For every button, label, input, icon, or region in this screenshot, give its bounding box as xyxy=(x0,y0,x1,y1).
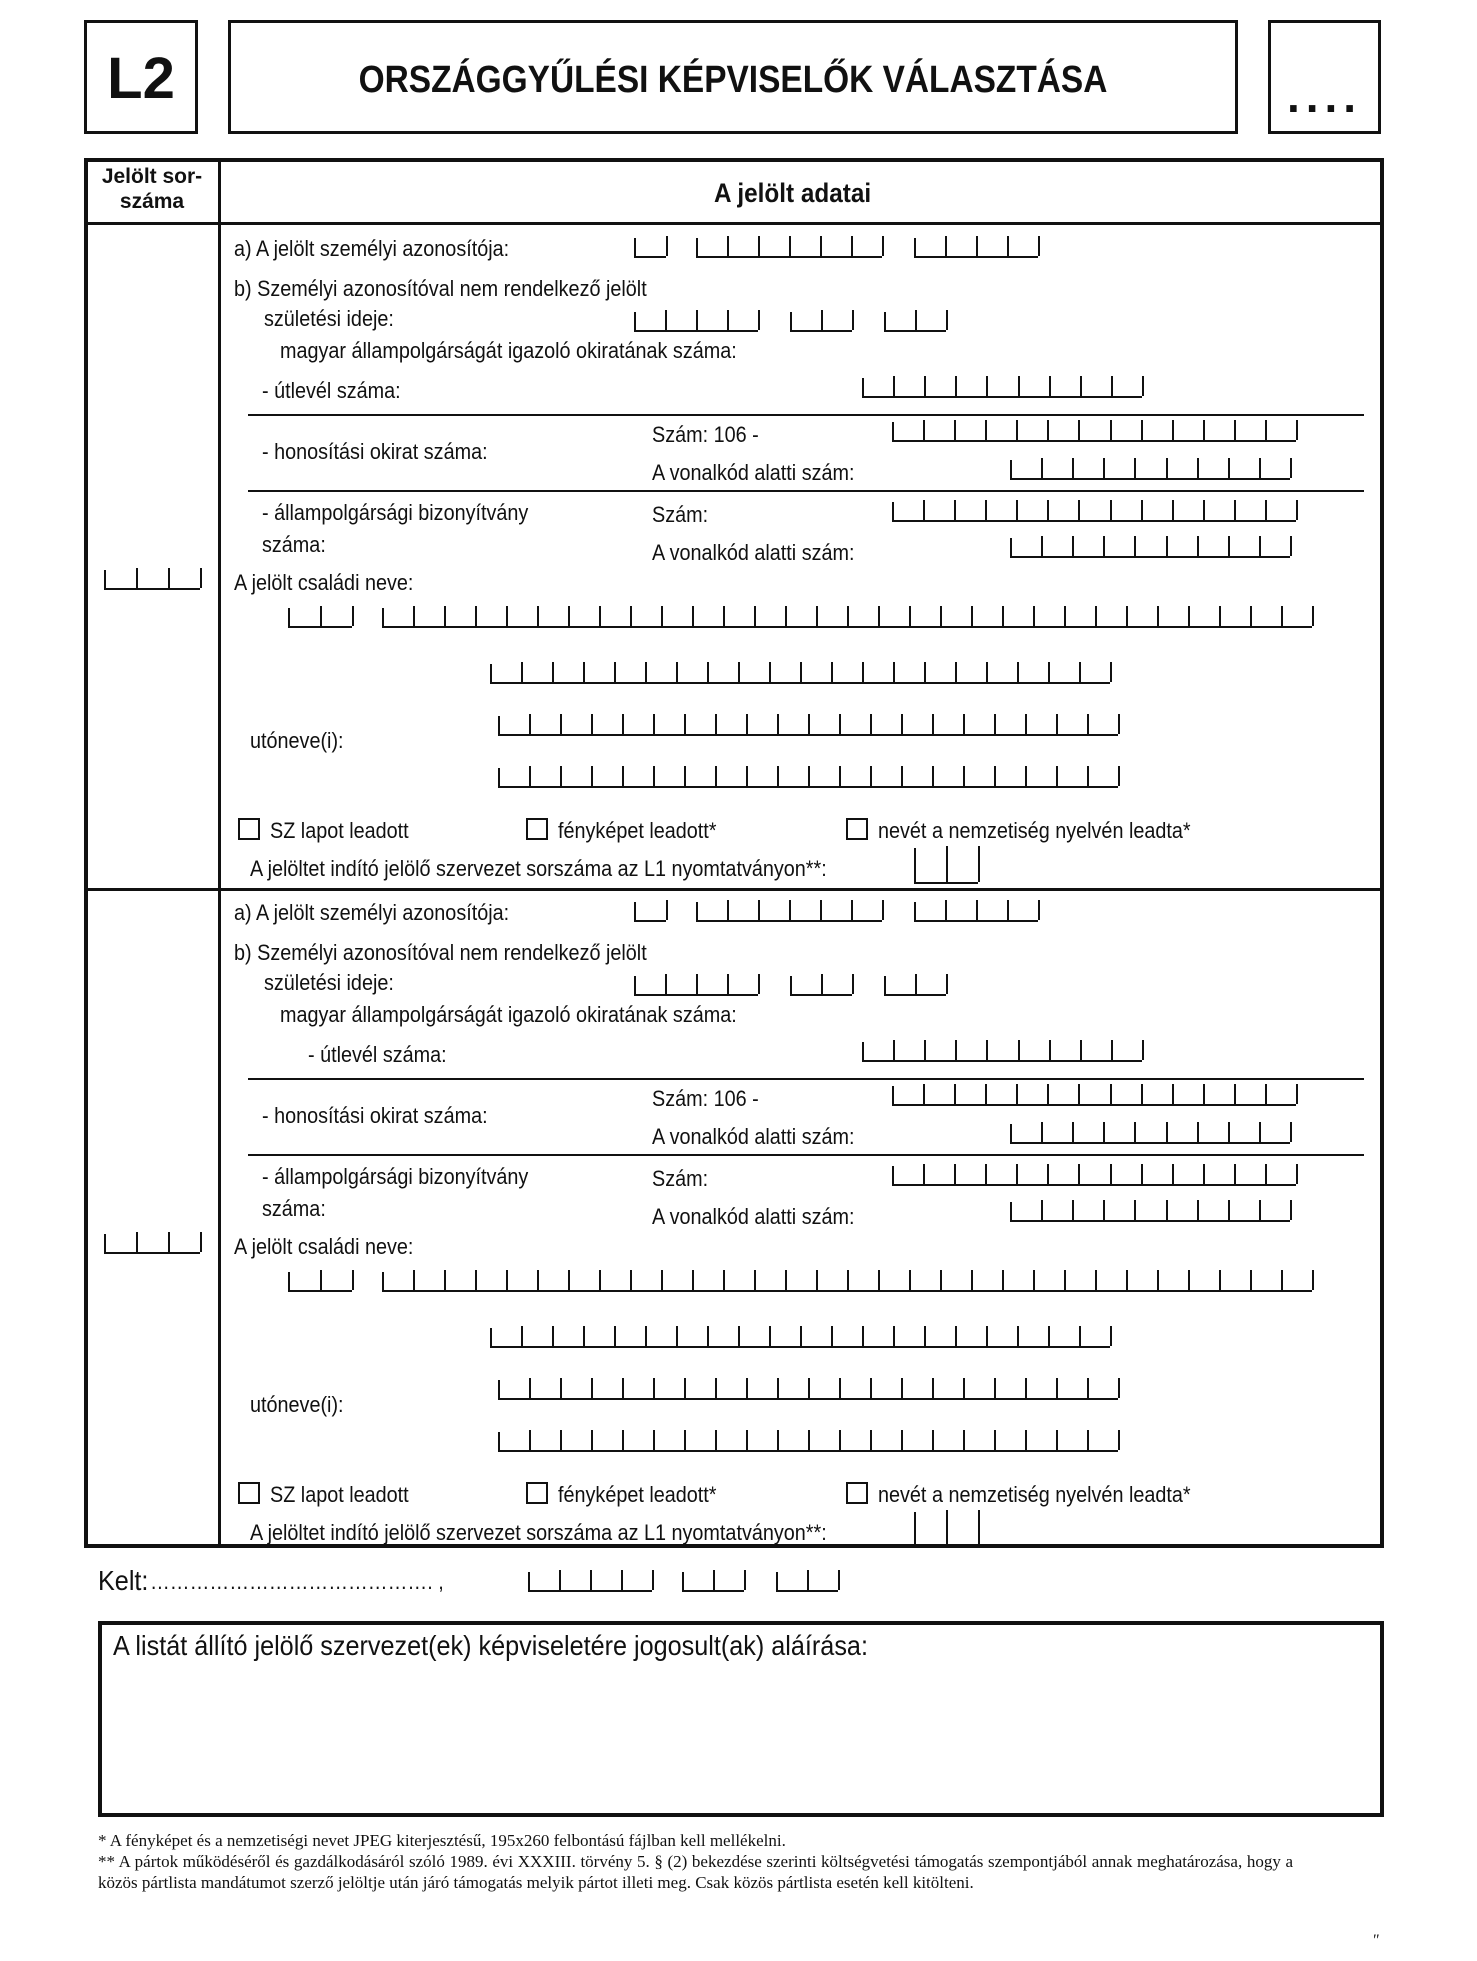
candidate-1-nominating-org-field[interactable] xyxy=(914,848,978,884)
candidate-1-naturalization-divider xyxy=(248,490,1364,492)
candidate-2-family-name-field-2[interactable] xyxy=(490,1328,1110,1348)
title-box xyxy=(228,20,1238,134)
candidate-2-naturalization-barcode-label: A vonalkód alatti szám: xyxy=(652,1124,855,1149)
candidate-1-naturalization-barcode-label: A vonalkód alatti szám: xyxy=(652,460,855,485)
candidate-1-family-name-label: A jelölt családi neve: xyxy=(234,570,414,595)
candidate-2-given-name-field-2[interactable] xyxy=(498,1432,1118,1452)
candidate-1-given-name-label: utóneve(i): xyxy=(250,728,344,753)
column-header-data: A jelölt adatai xyxy=(714,178,872,208)
candidate-1-personal-id-birth-field[interactable] xyxy=(696,238,882,258)
candidate-1-personal-id-label: a) A jelölt személyi azonosítója: xyxy=(234,236,510,261)
candidate-2-sz-label: SZ lapot leadott xyxy=(270,1482,409,1507)
candidate-1-number-106-label: Szám: 106 - xyxy=(652,422,759,447)
date-label: Kelt: xyxy=(98,1565,149,1596)
candidate-1-sz-checkbox[interactable] xyxy=(238,818,260,840)
candidate-1-personal-id-sex-field[interactable] xyxy=(634,238,666,258)
candidate-divider xyxy=(84,888,1384,891)
candidate-1-sz-label: SZ lapot leadott xyxy=(270,818,409,843)
candidate-1-sequence-number-field[interactable] xyxy=(104,570,200,590)
corner-mark: " xyxy=(1372,1932,1379,1949)
candidate-2-sz-checkbox[interactable] xyxy=(238,1482,260,1504)
candidate-1-passport-number-field[interactable] xyxy=(862,378,1142,398)
candidate-2-family-name-prefix-field[interactable] xyxy=(288,1272,352,1292)
date-month-field[interactable] xyxy=(682,1572,744,1592)
table-header-divider xyxy=(84,222,1384,225)
date-dots: ……………………………………. , xyxy=(150,1569,444,1594)
candidate-1-family-name-field-2[interactable] xyxy=(490,664,1110,684)
candidate-2-certificate-label-1: - állampolgársági bizonyítvány xyxy=(262,1164,529,1189)
candidate-1-given-name-field-2[interactable] xyxy=(498,768,1118,788)
candidate-2-naturalization-barcode-field[interactable] xyxy=(1010,1124,1290,1144)
candidate-2-certificate-number-field[interactable] xyxy=(892,1166,1296,1186)
candidate-1-birth-day-field[interactable] xyxy=(884,312,946,332)
candidate-1-photo-checkbox[interactable] xyxy=(526,818,548,840)
candidate-1-passport-divider xyxy=(248,414,1364,416)
candidate-1-nationality-checkbox[interactable] xyxy=(846,818,868,840)
candidate-2-naturalization-divider xyxy=(248,1154,1364,1156)
candidate-1-citizenship-doc-label: magyar állampolgárságát igazoló okiratának száma: xyxy=(280,338,737,363)
candidate-2-naturalization-label: - honosítási okirat száma: xyxy=(262,1103,488,1128)
candidate-1-naturalization-barcode-field[interactable] xyxy=(1010,460,1290,480)
candidate-2-nominating-org-label: A jelöltet indító jelölő szervezet sorszáma az L1 nyomtatványon**: xyxy=(250,1520,827,1545)
candidate-2-personal-id-birth-field[interactable] xyxy=(696,902,882,922)
candidate-2-no-id-label: b) Személyi azonosítóval nem rendelkező jelölt xyxy=(234,940,647,965)
candidate-2-birth-year-field[interactable] xyxy=(634,976,758,996)
candidate-2-certificate-barcode-label: A vonalkód alatti szám: xyxy=(652,1204,855,1229)
candidate-2-certificate-number-label: Szám: xyxy=(652,1166,709,1191)
candidate-2-number-106-label: Szám: 106 - xyxy=(652,1086,759,1111)
date-year-field[interactable] xyxy=(528,1572,652,1592)
page-marker: .... xyxy=(1286,70,1363,122)
page-title: ORSZÁGGYŰLÉSI KÉPVISELŐK VÁLASZTÁSA xyxy=(358,59,1108,101)
candidate-2-certificate-label-2: száma: xyxy=(262,1196,326,1221)
candidate-2-given-name-field-1[interactable] xyxy=(498,1380,1118,1400)
form-code-box xyxy=(84,20,198,134)
candidate-2-personal-id-serial-field[interactable] xyxy=(914,902,1038,922)
candidate-1-given-name-field-1[interactable] xyxy=(498,716,1118,736)
column-header-number: Jelölt sor- száma xyxy=(101,165,203,213)
footnote-party-support: ** A pártok működéséről és gazdálkodásáról szóló 1989. évi XXXIII. törvény 5. § (2) bekezdése szerinti költségvetési támogatás szempontjából annak meghatározása, hogy a közös pártlista mandátumot szerző jelöltje után járó támogatás melyik pártot illeti meg. Csak közös pártlista esetén kell kitölteni. xyxy=(98,1852,1293,1892)
candidate-2-personal-id-label: a) A jelölt személyi azonosítója: xyxy=(234,900,510,925)
page-marker-box xyxy=(1268,20,1381,134)
candidate-1-family-name-field-1[interactable] xyxy=(382,608,1312,628)
candidate-2-passport-number-field[interactable] xyxy=(862,1042,1142,1062)
candidate-2-passport-divider xyxy=(248,1078,1364,1080)
candidate-1-birth-year-field[interactable] xyxy=(634,312,758,332)
candidate-2-citizenship-doc-label: magyar állampolgárságát igazoló okiratának száma: xyxy=(280,1002,737,1027)
candidate-2-photo-label: fényképet leadott* xyxy=(558,1482,717,1507)
candidate-1-personal-id-serial-field[interactable] xyxy=(914,238,1038,258)
candidate-1-certificate-number-label: Szám: xyxy=(652,502,709,527)
candidate-2-given-name-label: utóneve(i): xyxy=(250,1392,344,1417)
candidate-1-certificate-number-field[interactable] xyxy=(892,502,1296,522)
candidate-2-sequence-number-field[interactable] xyxy=(104,1234,200,1254)
candidate-2-nationality-label: nevét a nemzetiség nyelvén leadta* xyxy=(878,1482,1191,1507)
candidate-2-passport-label: - útlevél száma: xyxy=(308,1042,447,1067)
footnote-photo: * A fényképet és a nemzetiségi nevet JPEG kiterjesztésű, 195x260 felbontású fájlban kell mellékelni. xyxy=(98,1831,786,1850)
form-code: L2 xyxy=(107,46,175,111)
candidate-2-photo-checkbox[interactable] xyxy=(526,1482,548,1504)
candidate-2-nationality-checkbox[interactable] xyxy=(846,1482,868,1504)
candidate-1-family-name-prefix-field[interactable] xyxy=(288,608,352,628)
table-column-divider xyxy=(218,158,221,1548)
candidate-1-certificate-label-2: száma: xyxy=(262,532,326,557)
candidate-2-naturalization-number-field[interactable] xyxy=(892,1086,1296,1106)
candidate-2-birth-month-field[interactable] xyxy=(790,976,852,996)
candidate-2-family-name-field-1[interactable] xyxy=(382,1272,1312,1292)
candidate-2-birth-day-field[interactable] xyxy=(884,976,946,996)
candidate-1-nominating-org-label: A jelöltet indító jelölő szervezet sorszáma az L1 nyomtatványon**: xyxy=(250,856,827,881)
candidate-1-passport-label: - útlevél száma: xyxy=(262,378,401,403)
candidate-1-birth-date-label: születési ideje: xyxy=(264,306,394,331)
signature-label: A listát állító jelölő szervezet(ek) képviseletére jogosult(ak) aláírása: xyxy=(113,1630,868,1661)
date-day-field[interactable] xyxy=(776,1572,838,1592)
candidate-2-nominating-org-field[interactable] xyxy=(914,1512,978,1548)
candidate-1-birth-month-field[interactable] xyxy=(790,312,852,332)
candidate-2-personal-id-sex-field[interactable] xyxy=(634,902,666,922)
candidate-2-birth-date-label: születési ideje: xyxy=(264,970,394,995)
candidate-2-family-name-label: A jelölt családi neve: xyxy=(234,1234,414,1259)
candidate-1-no-id-label: b) Személyi azonosítóval nem rendelkező jelölt xyxy=(234,276,647,301)
candidate-2-certificate-barcode-field[interactable] xyxy=(1010,1202,1290,1222)
candidate-1-photo-label: fényképet leadott* xyxy=(558,818,717,843)
candidate-1-certificate-label-1: - állampolgársági bizonyítvány xyxy=(262,500,529,525)
candidate-1-nationality-label: nevét a nemzetiség nyelvén leadta* xyxy=(878,818,1191,843)
candidate-1-naturalization-label: - honosítási okirat száma: xyxy=(262,439,488,464)
candidate-1-naturalization-number-field[interactable] xyxy=(892,422,1296,442)
candidate-1-certificate-barcode-field[interactable] xyxy=(1010,538,1290,558)
candidate-1-certificate-barcode-label: A vonalkód alatti szám: xyxy=(652,540,855,565)
